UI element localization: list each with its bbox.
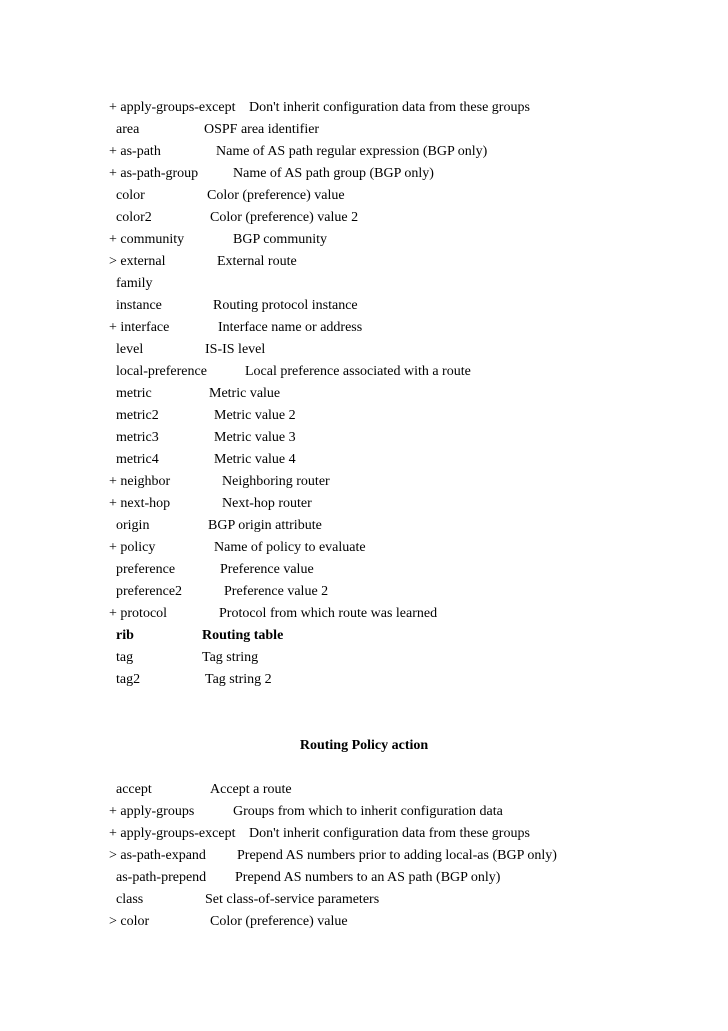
option-name: instance — [109, 298, 162, 313]
option-name: tag2 — [109, 672, 141, 687]
list-item — [109, 207, 699, 229]
list-item — [109, 163, 699, 185]
option-description: Name of AS path regular expression (BGP only) — [216, 144, 488, 159]
list-item — [109, 779, 699, 801]
list-item — [109, 889, 699, 911]
option-description: Preference value — [220, 562, 314, 577]
list-item — [109, 603, 699, 625]
option-name: + community — [109, 232, 185, 247]
list-item — [109, 229, 699, 251]
option-name: rib — [109, 628, 134, 643]
section-title: Routing Policy action — [299, 738, 429, 753]
option-name: > color — [109, 914, 150, 929]
list-item — [109, 361, 699, 383]
option-name: level — [109, 342, 144, 357]
list-item — [109, 493, 699, 515]
option-name: local-preference — [109, 364, 207, 379]
option-name: + protocol — [109, 606, 168, 621]
option-name: family — [109, 276, 153, 291]
list-item — [109, 867, 699, 889]
option-description: Next-hop router — [222, 496, 312, 511]
option-description: Prepend AS numbers prior to adding local-as (BGP only) — [237, 848, 557, 863]
option-description: Don't inherit configuration data from these groups — [249, 100, 530, 115]
option-name: accept — [109, 782, 152, 797]
option-description: Metric value 4 — [214, 452, 296, 467]
list-item — [109, 273, 699, 295]
list-item — [109, 559, 699, 581]
option-description: Name of AS path group (BGP only) — [233, 166, 434, 181]
list-item — [109, 97, 699, 119]
option-name: preference2 — [109, 584, 183, 599]
option-description: Tag string 2 — [205, 672, 272, 687]
list-item — [109, 185, 699, 207]
option-name: metric4 — [109, 452, 159, 467]
option-description: IS-IS level — [205, 342, 266, 357]
list-item — [109, 515, 699, 537]
option-name: class — [109, 892, 144, 907]
option-description: Protocol from which route was learned — [219, 606, 438, 621]
list-item — [109, 295, 699, 317]
option-name: + neighbor — [109, 474, 171, 489]
option-name: area — [109, 122, 140, 137]
option-name: metric — [109, 386, 152, 401]
option-description: Neighboring router — [222, 474, 330, 489]
option-description: Don't inherit configuration data from these groups — [249, 826, 530, 841]
option-name: preference — [109, 562, 176, 577]
list-item — [109, 801, 699, 823]
option-name: origin — [109, 518, 150, 533]
option-name: + policy — [109, 540, 156, 555]
list-item — [109, 823, 699, 845]
option-name: color — [109, 188, 145, 203]
option-description: Set class-of-service parameters — [205, 892, 380, 907]
option-description: BGP community — [233, 232, 327, 247]
option-name: + apply-groups — [109, 804, 195, 819]
list-item — [109, 383, 699, 405]
list-item — [109, 427, 699, 449]
option-name: color2 — [109, 210, 152, 225]
option-name: metric3 — [109, 430, 159, 445]
option-name: + apply-groups-except — [109, 826, 236, 841]
option-name: + next-hop — [109, 496, 171, 511]
list-item — [109, 251, 699, 273]
list-item — [109, 911, 699, 933]
option-description: Color (preference) value — [210, 914, 348, 929]
option-description: Color (preference) value 2 — [210, 210, 359, 225]
list-item — [109, 317, 699, 339]
option-description: Name of policy to evaluate — [214, 540, 366, 555]
option-description: Local preference associated with a route — [245, 364, 471, 379]
list-item — [109, 471, 699, 493]
list-item — [109, 647, 699, 669]
option-description: Routing protocol instance — [213, 298, 358, 313]
list-item — [109, 581, 699, 603]
list-item — [109, 669, 699, 691]
list-item — [109, 537, 699, 559]
option-description: Color (preference) value — [207, 188, 345, 203]
list-item — [109, 625, 699, 647]
list-item — [109, 339, 699, 361]
option-description: External route — [217, 254, 297, 269]
option-description: Metric value 3 — [214, 430, 296, 445]
option-name: metric2 — [109, 408, 159, 423]
option-name: + as-path-group — [109, 166, 199, 181]
list-item — [109, 119, 699, 141]
option-description: Metric value 2 — [214, 408, 296, 423]
option-description: Metric value — [209, 386, 281, 401]
option-description: Accept a route — [210, 782, 292, 797]
option-name: > external — [109, 254, 166, 269]
option-name: + apply-groups-except — [109, 100, 236, 115]
list-item — [109, 405, 699, 427]
option-name: + interface — [109, 320, 170, 335]
option-name: as-path-prepend — [109, 870, 207, 885]
option-name: + as-path — [109, 144, 161, 159]
list-item — [109, 449, 699, 471]
option-description: Preference value 2 — [224, 584, 329, 599]
list-item — [109, 845, 699, 867]
option-description: Routing table — [202, 628, 284, 643]
option-description: OSPF area identifier — [204, 122, 320, 137]
option-description: Prepend AS numbers to an AS path (BGP only) — [235, 870, 501, 885]
list-item — [109, 141, 699, 163]
option-name: tag — [109, 650, 134, 665]
option-description: Groups from which to inherit configuration data — [233, 804, 503, 819]
option-name: > as-path-expand — [109, 848, 206, 863]
option-description: BGP origin attribute — [208, 518, 322, 533]
option-description: Tag string — [202, 650, 259, 665]
option-description: Interface name or address — [218, 320, 363, 335]
